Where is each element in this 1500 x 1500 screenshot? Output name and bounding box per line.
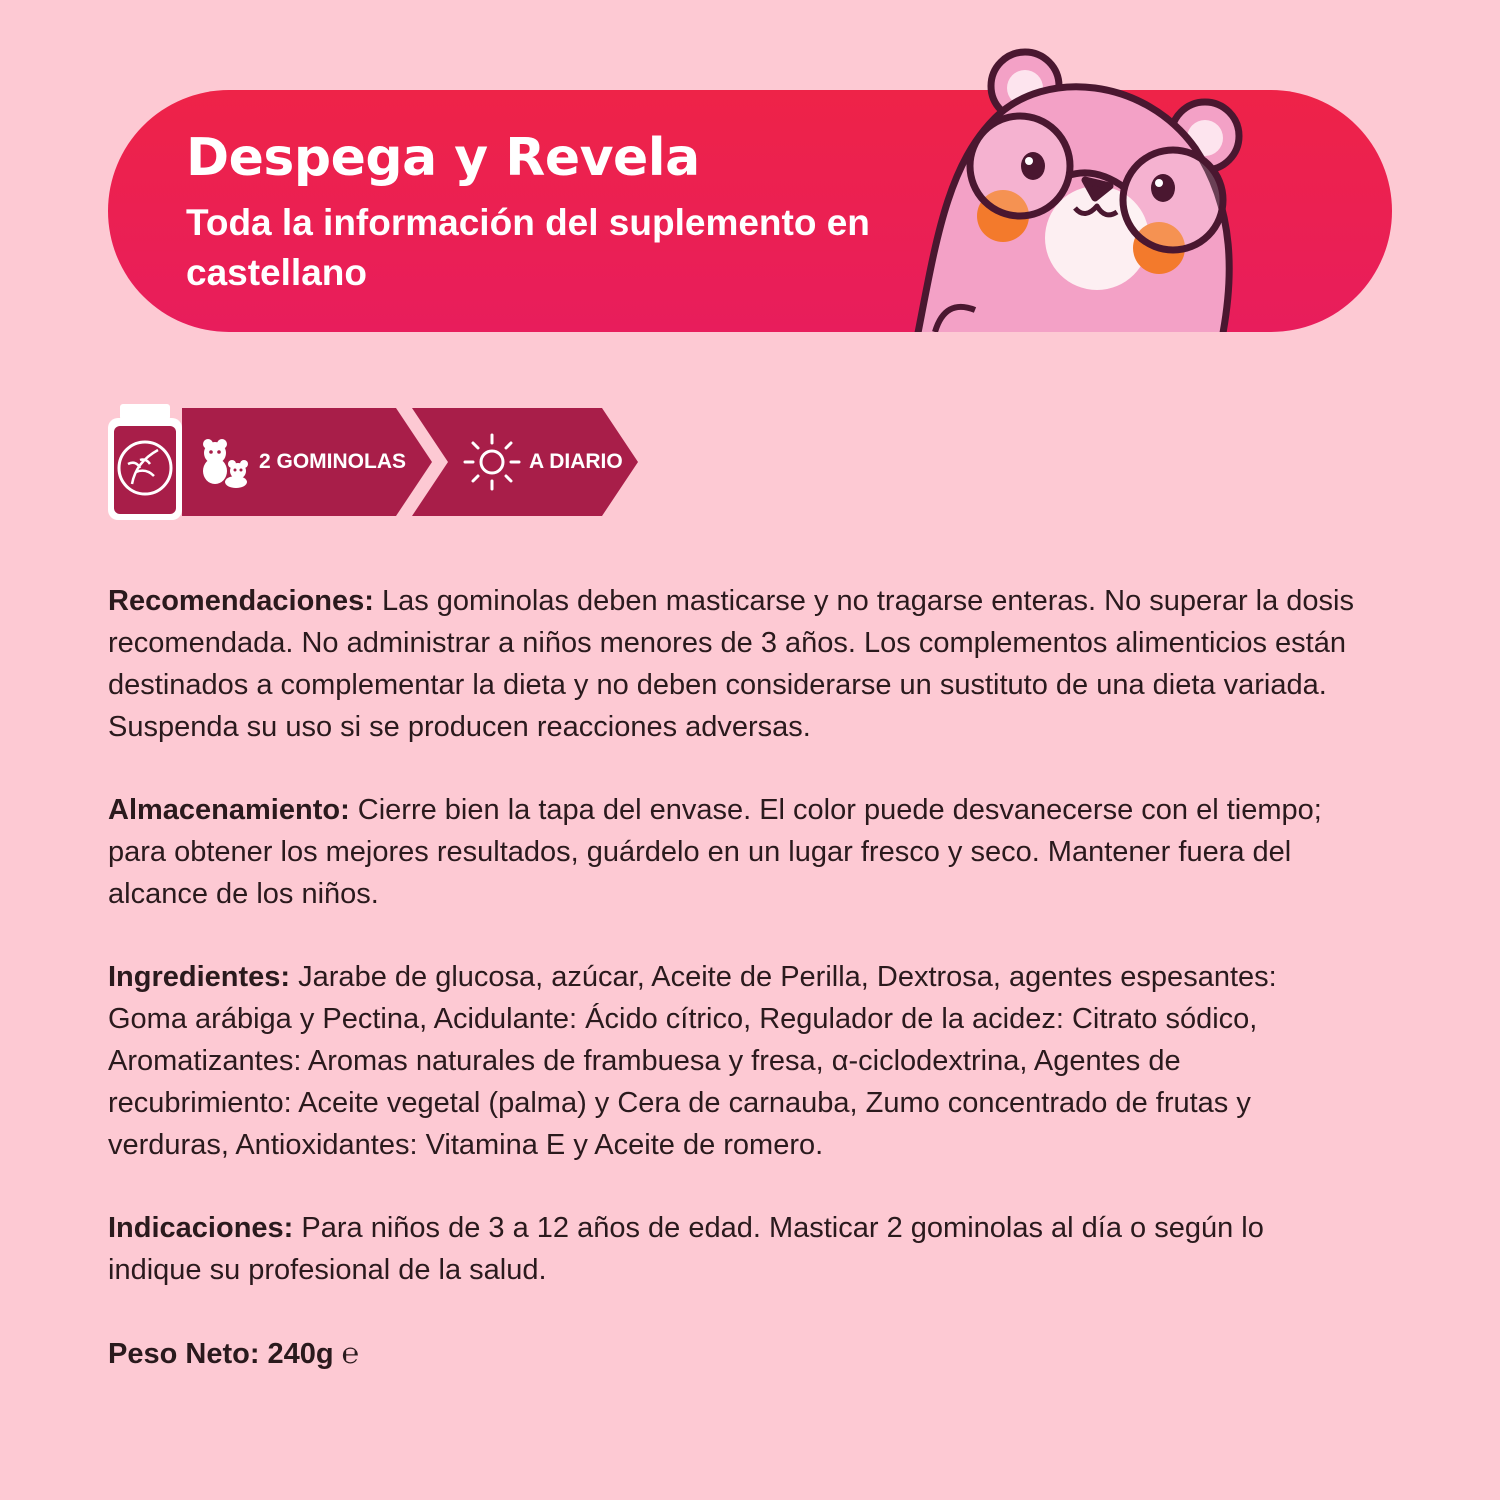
section-recomendaciones (108, 580, 1358, 748)
indicaciones-label: Indicaciones: (108, 1212, 294, 1244)
frequency-badge (412, 408, 642, 516)
product-info (108, 580, 1358, 1416)
ingredientes-text: Jarabe de glucosa, azúcar, Aceite de Perilla, Dextrosa, agentes espesantes: Goma arábiga y Pectina, Acidulante: Ácido cítrico, Regulador de la acidez: Citrato sódico, Aromatizantes: Aromas naturales de frambuesa y fresa, α-ciclodextrina, Agentes de recubrimiento: Aceite vegetal (palma) y Cera de carnauba, Zumo concentrado de frutas y verduras, Antioxidantes: Vitamina E y Aceite de romero. (108, 961, 1277, 1161)
recomendaciones-text: Las gominolas deben masticarse y no tragarse enteras. No superar la dosis recomendada. No administrar a niños menores de 3 años. Los complementos alimenticios están destinados a complementar la dieta y no deben considerarse un sustituto de una dieta variada. Suspenda su uso si se producen reacciones adversas. (108, 585, 1354, 743)
section-peso (108, 1332, 1358, 1375)
sun-icon (462, 432, 522, 492)
almacenamiento-text: Cierre bien la tapa del envase. El color puede desvanecerse con el tiempo; para obtener los mejores resultados, guárdelo en un lugar fresco y seco. Mantener fuera del alcance de los niños. (108, 794, 1322, 910)
section-indicaciones (108, 1207, 1358, 1291)
banner-title: Despega y Revela (186, 128, 700, 188)
gummy-bears-icon (200, 438, 252, 488)
bear-mascot-icon (905, 48, 1255, 332)
ingredientes-label: Ingredientes: (108, 961, 291, 993)
recomendaciones-label: Recomendaciones: (108, 585, 374, 617)
estimated-sign-icon: ℮ (341, 1336, 360, 1370)
dose-label: 2 GOMINOLAS (259, 450, 407, 473)
indicaciones-text: Para niños de 3 a 12 años de edad. Masticar 2 gominolas al día o según lo indique su profesional de la salud. (108, 1212, 1264, 1286)
banner-subtitle: Toda la información del suplemento en castellano (186, 202, 870, 293)
frequency-label: A DIARIO (529, 450, 623, 473)
almacenamiento-label: Almacenamiento: (108, 794, 350, 826)
peso-neto: Peso Neto: 240g (108, 1338, 334, 1370)
jar-icon (106, 402, 184, 522)
section-ingredientes (108, 956, 1358, 1166)
dose-badge (182, 408, 434, 516)
section-almacenamiento (108, 789, 1358, 915)
